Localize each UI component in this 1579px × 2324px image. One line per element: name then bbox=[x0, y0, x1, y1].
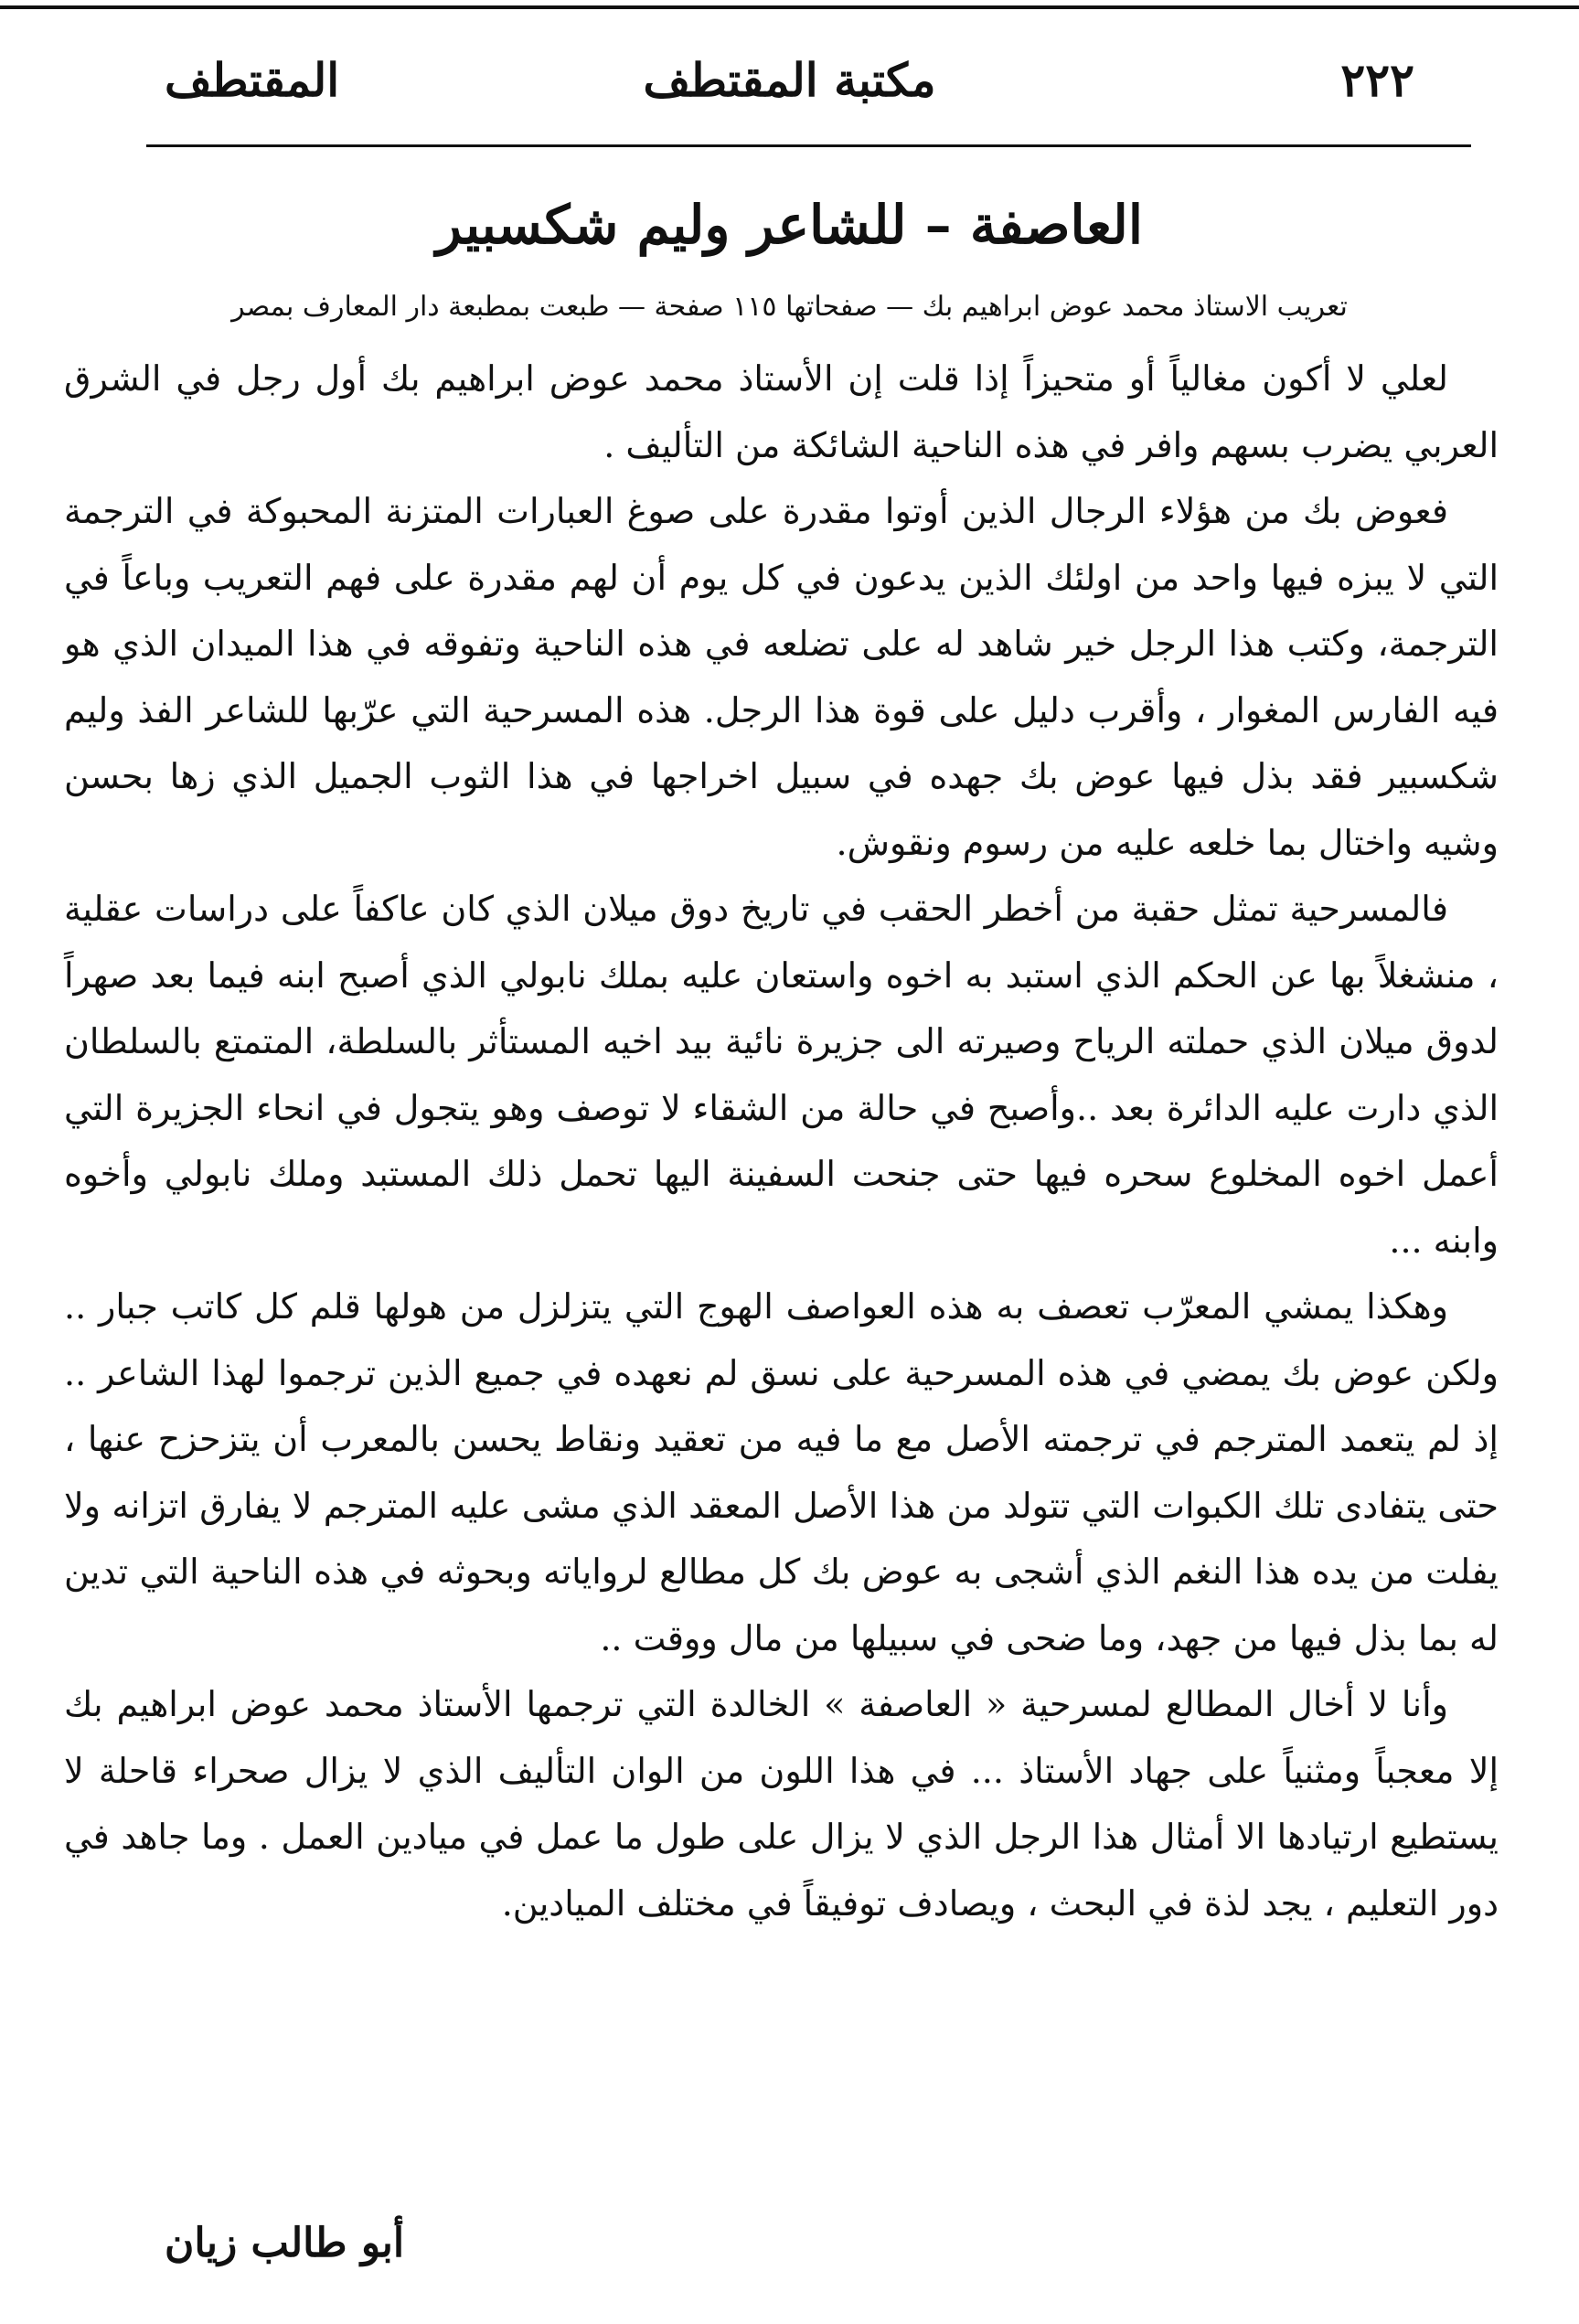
paragraph: وهكذا يمشي المعرّب تعصف به هذه العواصف الهوج التي يتزلزل من هولها قلم كل كاتب جبار .. ولكن عوض بك يمضي في هذه المسرحية على نسق لم نعهده في جميع الذين ترجموا لهذا الشاعر .. إذ لم يتعمد المترجم في ترجمته الأصل مع ما فيه من تعقيد ونقاط يحسن بالمعرب أن يتزحزح عنها ، حتى يتفادى تلك الكبوات التي تتولد من هذا الأصل المعقد الذي مشى عليه المترجم لا يفارق اتزانه ولا يفلت من يده هذا النغم الذي أشجى به عوض بك كل مطالع لرواياته وبحوثه في هذه الناحية التي تدين له بما بذل فيها من جهد، وما ضحى في سبيلها من مال ووقت .. bbox=[64, 1286, 1499, 1658]
header-divider bbox=[146, 144, 1471, 147]
article-body bbox=[64, 346, 1499, 1936]
paragraph: وأنا لا أخال المطالع لمسرحية « العاصفة » الخالدة التي ترجمها الأستاذ محمد عوض ابراهيم بك إلا معجباً ومثنياً على جهاد الأستاذ ... في هذا اللون من الوان التأليف الذي لا يزال صحراء قاحلة لا يستطيع ارتيادها الا أمثال هذا الرجل الذي لا يزال على طول ما عمل في ميادين العمل . وما جاهد في دور التعليم ، يجد لذة في البحث ، ويصادف توفيقاً في مختلف الميادين. bbox=[64, 1684, 1499, 1924]
journal-name: المقتطف bbox=[165, 53, 340, 107]
page-number: ٢٢٢ bbox=[1340, 53, 1414, 107]
paragraph: فعوض بك من هؤلاء الرجال الذين أوتوا مقدرة على صوغ العبارات المتزنة المحبوكة في الترجمة التي لا يبزه فيها واحد من اولئك الذين يدعون في كل يوم أن لهم مقدرة على فهم التعريب وباعاً في الترجمة، وكتب هذا الرجل خير شاهد له على تضلعه في هذه الناحية وتفوقه في هذا الميدان الذي هو فيه الفارس المغوار ، وأقرب دليل على قوة هذا الرجل. هذه المسرحية التي عرّبها للشاعر الفذ وليم شكسبير فقد بذل فيها عوض بك جهده في سبيل اخراجها في هذا الثوب الجميل الذي زها بحسن وشيه واختال بما خلعه عليه من رسوم ونقوش. bbox=[64, 491, 1499, 863]
author-signature: أبو طالب زيان bbox=[165, 2220, 405, 2266]
bibliography-line: تعريب الاستاذ محمد عوض ابراهيم بك — صفحاتها ١١٥ صفحة — طبعت بمطبعة دار المعارف بمصر bbox=[231, 291, 1348, 323]
article-title: العاصفة – للشاعر وليم شكسبير bbox=[436, 194, 1143, 256]
paragraph: فالمسرحية تمثل حقبة من أخطر الحقب في تاريخ دوق ميلان الذي كان عاكفاً على دراسات عقلية ، منشغلاً بها عن الحكم الذي استبد به اخوه واستعان عليه بملك نابولي الذي أصبح ابنه فيما بعد صهراً لدوق ميلان الذي حملته الرياح وصيرته الى جزيرة نائية بيد اخيه المستأثر بالسلطة، المتمتع بالسلطان الذي دارت عليه الدائرة بعد ..وأصبح في حالة من الشقاء لا توصف وهو يتجول في انحاء الجزيرة التي أعمل اخوه المخلوع سحره فيها حتى جنحت السفينة اليها تحمل ذلك المستبد وملك نابولي وأخوه وابنه ... bbox=[64, 889, 1499, 1261]
top-border-rule bbox=[0, 5, 1579, 9]
signature-block bbox=[165, 2220, 1579, 2275]
running-title: مكتبة المقتطف bbox=[643, 53, 936, 107]
paragraph: لعلي لا أكون مغالياً أو متحيزاً إذا قلت إن الأستاذ محمد عوض ابراهيم بك أول رجل في الشرق العربي يضرب بسهم وافر في هذه الناحية الشائكة من التأليف . bbox=[64, 358, 1499, 465]
page-header bbox=[146, 53, 1433, 117]
